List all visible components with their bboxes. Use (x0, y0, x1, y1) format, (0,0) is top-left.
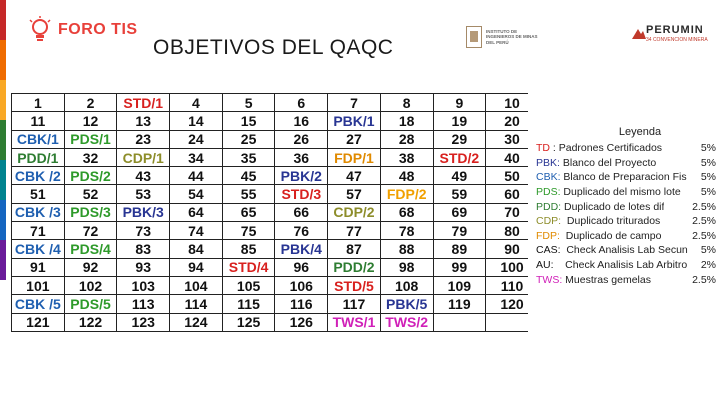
legend-row (536, 170, 716, 185)
grid-cell: 90 (486, 240, 528, 258)
grid-cell: 64 (170, 203, 223, 221)
legend-percentage: 2% (700, 259, 716, 272)
grid-cell: 80 (486, 222, 528, 240)
grid-cell: 109 (433, 276, 486, 294)
grid-cell: CDP/2 (328, 203, 381, 221)
sample-grid-container (11, 93, 528, 350)
grid-cell: 75 (222, 222, 275, 240)
grid-cell: 55 (222, 185, 275, 203)
grid-cell: 57 (328, 185, 381, 203)
grid-cell: 13 (117, 112, 170, 130)
legend-description: : Padrones Certificados (550, 142, 663, 155)
grid-cell: 106 (275, 276, 328, 294)
grid-cell: PBK/5 (380, 295, 433, 313)
grid-row (12, 112, 529, 130)
legend-row (536, 258, 716, 273)
grid-cell: 5 (222, 94, 275, 112)
institute-logo (466, 26, 546, 48)
legend-row (536, 156, 716, 171)
grid-cell: 40 (486, 148, 528, 166)
legend-code: CAS: (536, 244, 561, 257)
grid-cell: 36 (275, 148, 328, 166)
legend-row (536, 229, 716, 244)
grid-cell: 8 (380, 94, 433, 112)
legend-row (536, 272, 716, 287)
grid-row (12, 313, 529, 331)
institute-emblem-icon (466, 26, 482, 48)
grid-cell: 18 (380, 112, 433, 130)
grid-cell: 125 (222, 313, 275, 331)
grid-cell: 24 (170, 130, 223, 148)
grid-cell: 98 (380, 258, 433, 276)
grid-cell: 103 (117, 276, 170, 294)
grid-cell: 70 (486, 203, 528, 221)
legend-code: PDS: (536, 186, 561, 199)
legend-description: Duplicado del mismo lote (560, 186, 681, 199)
grid-row (12, 222, 529, 240)
legend-description: Duplicado triturados (561, 215, 661, 228)
grid-cell: 7 (328, 94, 381, 112)
grid-cell: 93 (117, 258, 170, 276)
foro-tis-logo (28, 16, 138, 44)
legend-percentage: 2.5% (692, 215, 716, 228)
grid-cell: TWS/1 (328, 313, 381, 331)
grid-cell: PDS/4 (64, 240, 117, 258)
grid-cell: 126 (275, 313, 328, 331)
sample-grid (11, 93, 528, 332)
grid-cell: 122 (64, 313, 117, 331)
grid-cell: 119 (433, 295, 486, 313)
grid-cell: 66 (275, 203, 328, 221)
grid-cell: PDS/3 (64, 203, 117, 221)
grid-cell: 43 (117, 167, 170, 185)
grid-cell: 84 (170, 240, 223, 258)
grid-cell: 72 (64, 222, 117, 240)
legend-code: PBK: (536, 156, 560, 169)
grid-row (12, 203, 529, 221)
grid-cell: 32 (64, 148, 117, 166)
color-stripe (0, 0, 6, 405)
legend-code: TWS: (536, 273, 563, 286)
grid-cell: FDP/1 (328, 148, 381, 166)
legend-description: Duplicado de lotes dif (561, 200, 665, 213)
legend-percentage: 2.5% (692, 229, 716, 242)
legend-description: Blanco del Proyecto (559, 156, 657, 169)
legend-percentage: 5% (700, 171, 716, 184)
grid-cell: 65 (222, 203, 275, 221)
grid-cell: 120 (486, 295, 528, 313)
grid-cell: 121 (12, 313, 65, 331)
grid-cell: PBK/3 (117, 203, 170, 221)
legend-description: Check Analisis Lab Secun (560, 244, 688, 257)
grid-cell: CBK /2 (12, 167, 65, 185)
grid-cell: CDP/1 (117, 148, 170, 166)
grid-cell: 100 (486, 258, 528, 276)
grid-cell: 83 (117, 240, 170, 258)
legend-code: CDP: (536, 215, 562, 228)
legend-code: AU: (536, 259, 554, 272)
grid-cell: 71 (12, 222, 65, 240)
legend-percentage: 5% (700, 156, 716, 169)
grid-cell: 123 (117, 313, 170, 331)
grid-cell: 6 (275, 94, 328, 112)
grid-cell: 114 (170, 295, 223, 313)
grid-cell: TWS/2 (380, 313, 433, 331)
grid-row (12, 185, 529, 203)
grid-cell: 12 (64, 112, 117, 130)
legend-items (536, 141, 716, 287)
legend-row (536, 185, 716, 200)
grid-cell: 23 (117, 130, 170, 148)
grid-cell: 25 (222, 130, 275, 148)
grid-cell: STD/5 (328, 276, 381, 294)
grid-row (12, 258, 529, 276)
grid-cell: PDD/1 (12, 148, 65, 166)
grid-cell: 4 (170, 94, 223, 112)
grid-row (12, 94, 529, 112)
institute-name: INSTITUTO DE INGENIEROS DE MINAS DEL PERÚ (486, 28, 538, 45)
legend-code: CBK: (536, 171, 561, 184)
legend-percentage: 2.5% (692, 273, 716, 286)
legend-percentage: 5% (700, 186, 716, 199)
grid-cell: 16 (275, 112, 328, 130)
grid-cell: 92 (64, 258, 117, 276)
grid-cell: PBK/4 (275, 240, 328, 258)
grid-cell: 51 (12, 185, 65, 203)
grid-cell: 26 (275, 130, 328, 148)
grid-cell: 38 (380, 148, 433, 166)
legend-code: TD (536, 142, 550, 155)
grid-cell: FDP/2 (380, 185, 433, 203)
grid-cell: 34 (170, 148, 223, 166)
grid-cell: 108 (380, 276, 433, 294)
grid-cell: 53 (117, 185, 170, 203)
grid-cell: PBK/1 (328, 112, 381, 130)
grid-cell: 76 (275, 222, 328, 240)
page-title: OBJETIVOS DEL QAQC (153, 36, 394, 59)
grid-row (12, 276, 529, 294)
legend-title: Leyenda (618, 126, 662, 138)
grid-cell: 74 (170, 222, 223, 240)
grid-row (12, 240, 529, 258)
grid-cell: STD/3 (275, 185, 328, 203)
grid-cell: 60 (486, 185, 528, 203)
legend-description: Check Analisis Lab Arbitro (553, 259, 688, 272)
grid-cell: 88 (380, 240, 433, 258)
grid-cell: 85 (222, 240, 275, 258)
grid-cell: 15 (222, 112, 275, 130)
legend-description: Blanco de Preparacion Fis (560, 171, 687, 184)
legend-code: FDP: (536, 229, 560, 242)
legend-row (536, 199, 716, 214)
grid-cell (486, 313, 528, 331)
grid-cell: 73 (117, 222, 170, 240)
grid-cell: 89 (433, 240, 486, 258)
grid-cell: CBK /5 (12, 295, 65, 313)
grid-cell: 50 (486, 167, 528, 185)
legend-code: PDD: (536, 200, 562, 213)
grid-cell: 29 (433, 130, 486, 148)
lightbulb-icon (28, 16, 52, 44)
legend-percentage: 2.5% (692, 200, 716, 213)
grid-cell: 11 (12, 112, 65, 130)
grid-cell: 87 (328, 240, 381, 258)
grid-cell: 49 (433, 167, 486, 185)
grid-cell: 99 (433, 258, 486, 276)
grid-cell: 78 (380, 222, 433, 240)
grid-cell: PDD/2 (328, 258, 381, 276)
grid-cell: 104 (170, 276, 223, 294)
grid-cell: 48 (380, 167, 433, 185)
grid-cell: 14 (170, 112, 223, 130)
grid-cell: 117 (328, 295, 381, 313)
perumin-mountain-icon (632, 26, 646, 40)
grid-cell: 59 (433, 185, 486, 203)
grid-cell: 35 (222, 148, 275, 166)
grid-cell: CBK /3 (12, 203, 65, 221)
grid-cell: 101 (12, 276, 65, 294)
grid-cell: 79 (433, 222, 486, 240)
legend-row (536, 141, 716, 156)
grid-cell: 45 (222, 167, 275, 185)
grid-cell: 116 (275, 295, 328, 313)
grid-cell: 77 (328, 222, 381, 240)
grid-row (12, 295, 529, 313)
brand-name: FORO TIS (58, 21, 138, 38)
grid-cell: 102 (64, 276, 117, 294)
grid-cell: 69 (433, 203, 486, 221)
grid-cell: 47 (328, 167, 381, 185)
grid-cell: 94 (170, 258, 223, 276)
grid-cell: 54 (170, 185, 223, 203)
grid-row (12, 148, 529, 166)
grid-cell: STD/2 (433, 148, 486, 166)
grid-cell: PBK/2 (275, 167, 328, 185)
grid-cell (433, 313, 486, 331)
legend-description: Muestras gemelas (562, 273, 651, 286)
grid-cell: 2 (64, 94, 117, 112)
grid-row (12, 167, 529, 185)
grid-cell: PDS/1 (64, 130, 117, 148)
grid-cell: 68 (380, 203, 433, 221)
grid-cell: 1 (12, 94, 65, 112)
grid-cell: 9 (433, 94, 486, 112)
grid-cell: 28 (380, 130, 433, 148)
grid-cell: PDS/5 (64, 295, 117, 313)
legend-description: Duplicado de campo (559, 229, 662, 242)
grid-cell: 52 (64, 185, 117, 203)
grid-cell: 115 (222, 295, 275, 313)
grid-cell: 124 (170, 313, 223, 331)
grid-cell: CBK /4 (12, 240, 65, 258)
grid-cell: 19 (433, 112, 486, 130)
grid-cell: 30 (486, 130, 528, 148)
grid-cell: 10 (486, 94, 528, 112)
grid-cell: CBK/1 (12, 130, 65, 148)
perumin-name: PERUMIN (646, 24, 704, 36)
grid-cell: 113 (117, 295, 170, 313)
grid-cell: PDS/2 (64, 167, 117, 185)
grid-cell: STD/4 (222, 258, 275, 276)
legend-row (536, 243, 716, 258)
legend-percentage: 5% (700, 142, 716, 155)
grid-cell: 27 (328, 130, 381, 148)
perumin-subtitle: 34 CONVENCION MINERA (646, 37, 708, 43)
grid-cell: 110 (486, 276, 528, 294)
legend-percentage: 5% (700, 244, 716, 257)
grid-cell: STD/1 (117, 94, 170, 112)
grid-cell: 91 (12, 258, 65, 276)
legend (536, 126, 716, 287)
legend-row (536, 214, 716, 229)
grid-cell: 44 (170, 167, 223, 185)
grid-cell: 20 (486, 112, 528, 130)
grid-cell: 105 (222, 276, 275, 294)
grid-row (12, 130, 529, 148)
grid-cell: 96 (275, 258, 328, 276)
